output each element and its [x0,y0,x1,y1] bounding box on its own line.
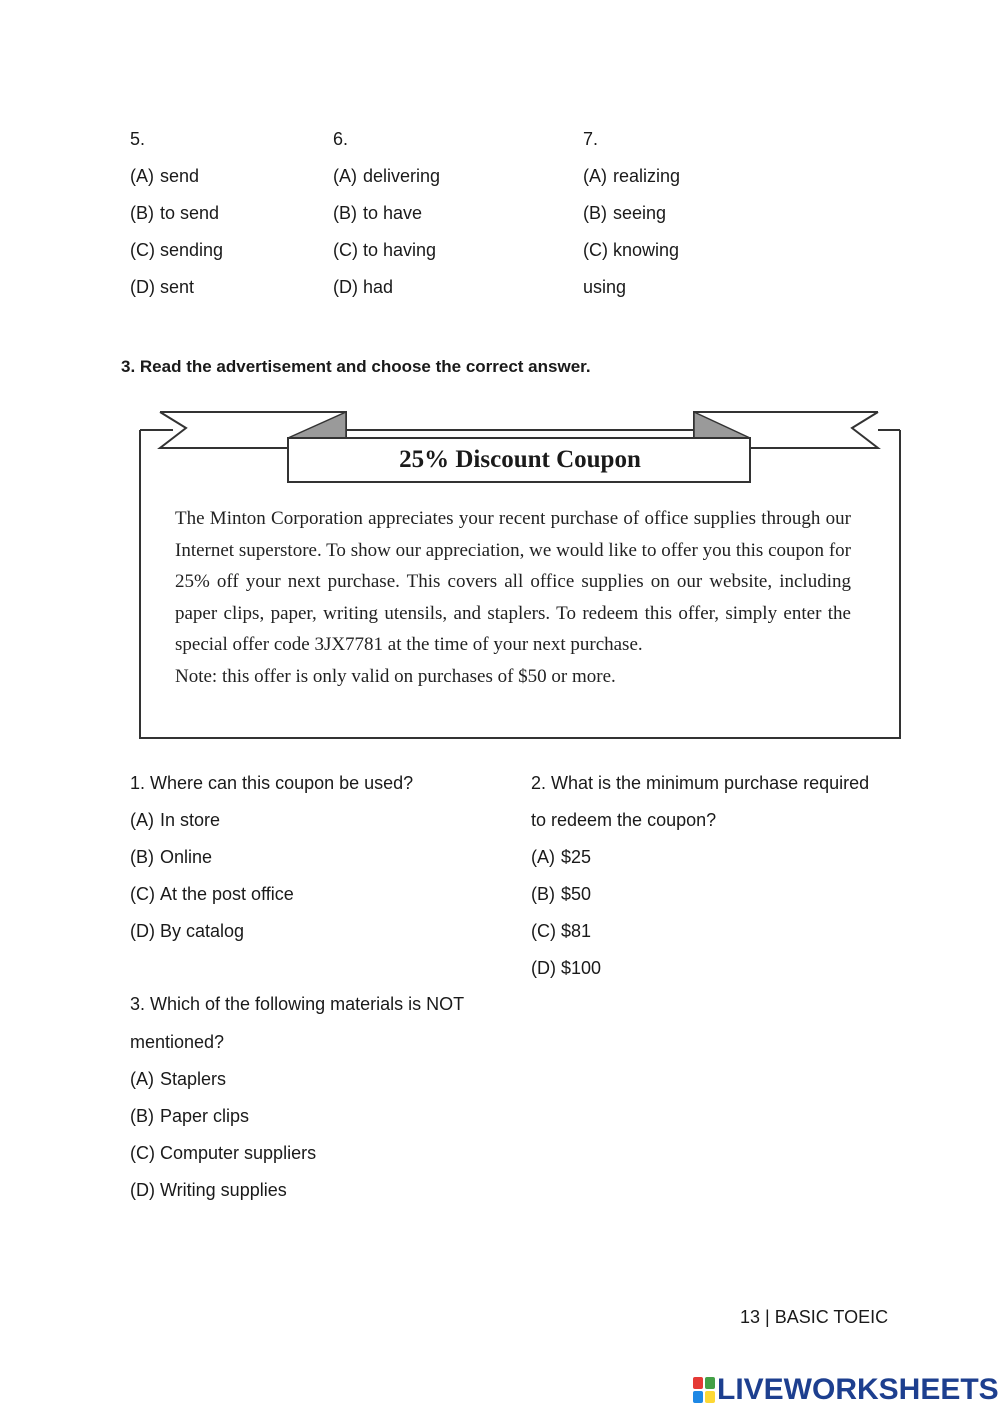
answer-option[interactable]: (B) $50 [531,884,592,904]
question-text-continued: mentioned? [130,1032,225,1052]
answer-option[interactable]: (A) Staplers [130,1069,227,1089]
question-number: 5. [130,129,146,149]
answer-option[interactable]: (A) realizing [583,166,681,186]
coupon-text: The Minton Corporation appreciates your recent purchase of office supplies through our Internet superstore. To show our appreciation, we would like to offer you this coupon for 25% off your next purchase. This covers all office supplies on our website, including paper clips, paper, writing utensils, and staplers. To redeem this offer, simply enter the special offer code 3JX7781 at the time of your next purchase. [175,508,851,655]
coupon-body [175,503,851,692]
question-text: 2. What is the minimum purchase required [531,773,870,793]
answer-option[interactable]: (A) delivering [333,166,441,186]
answer-option[interactable]: (C) At the post office [130,884,294,904]
answer-option[interactable]: (C) to having [333,240,437,260]
question-number: 7. [583,129,599,149]
discount-coupon [138,408,902,742]
answer-option[interactable]: using [583,277,627,297]
liveworksheets-logo-icon [693,1377,715,1403]
answer-option[interactable]: (B) Paper clips [130,1106,250,1126]
liveworksheets-brand[interactable] [693,1374,999,1406]
coupon-title: 25% Discount Coupon [399,446,641,473]
answer-option[interactable]: (B) Online [130,847,213,867]
answer-option[interactable]: (A) send [130,166,200,186]
answer-option[interactable]: (C) knowing [583,240,680,260]
page-footer-label: 13 | BASIC TOEIC [740,1307,889,1327]
brand-name: LIVEWORKSHEETS [717,1373,999,1406]
question-text: 1. Where can this coupon be used? [130,773,414,793]
answer-option[interactable]: (C) sending [130,240,224,260]
answer-option[interactable]: (B) to send [130,203,220,223]
answer-option[interactable]: (D) sent [130,277,195,297]
answer-option[interactable]: (D) By catalog [130,921,245,941]
section-heading: 3. Read the advertisement and choose the correct answer. [121,357,591,376]
answer-option[interactable]: (B) seeing [583,203,667,223]
answer-option[interactable]: (B) to have [333,203,423,223]
answer-option[interactable]: (A) $25 [531,847,592,867]
answer-option[interactable]: (C) $81 [531,921,592,941]
answer-option[interactable]: (A) In store [130,810,221,830]
answer-option[interactable]: (D) $100 [531,958,602,978]
question-text: 3. Which of the following materials is NOT [130,994,465,1014]
question-number: 6. [333,129,349,149]
answer-option[interactable]: (D) Writing supplies [130,1180,287,1200]
answer-option[interactable]: (D) had [333,277,394,297]
answer-option[interactable]: (C) Computer suppliers [130,1143,317,1163]
coupon-note: Note: this offer is only valid on purchases of $50 or more. [175,665,616,687]
question-text-continued: to redeem the coupon? [531,810,717,830]
